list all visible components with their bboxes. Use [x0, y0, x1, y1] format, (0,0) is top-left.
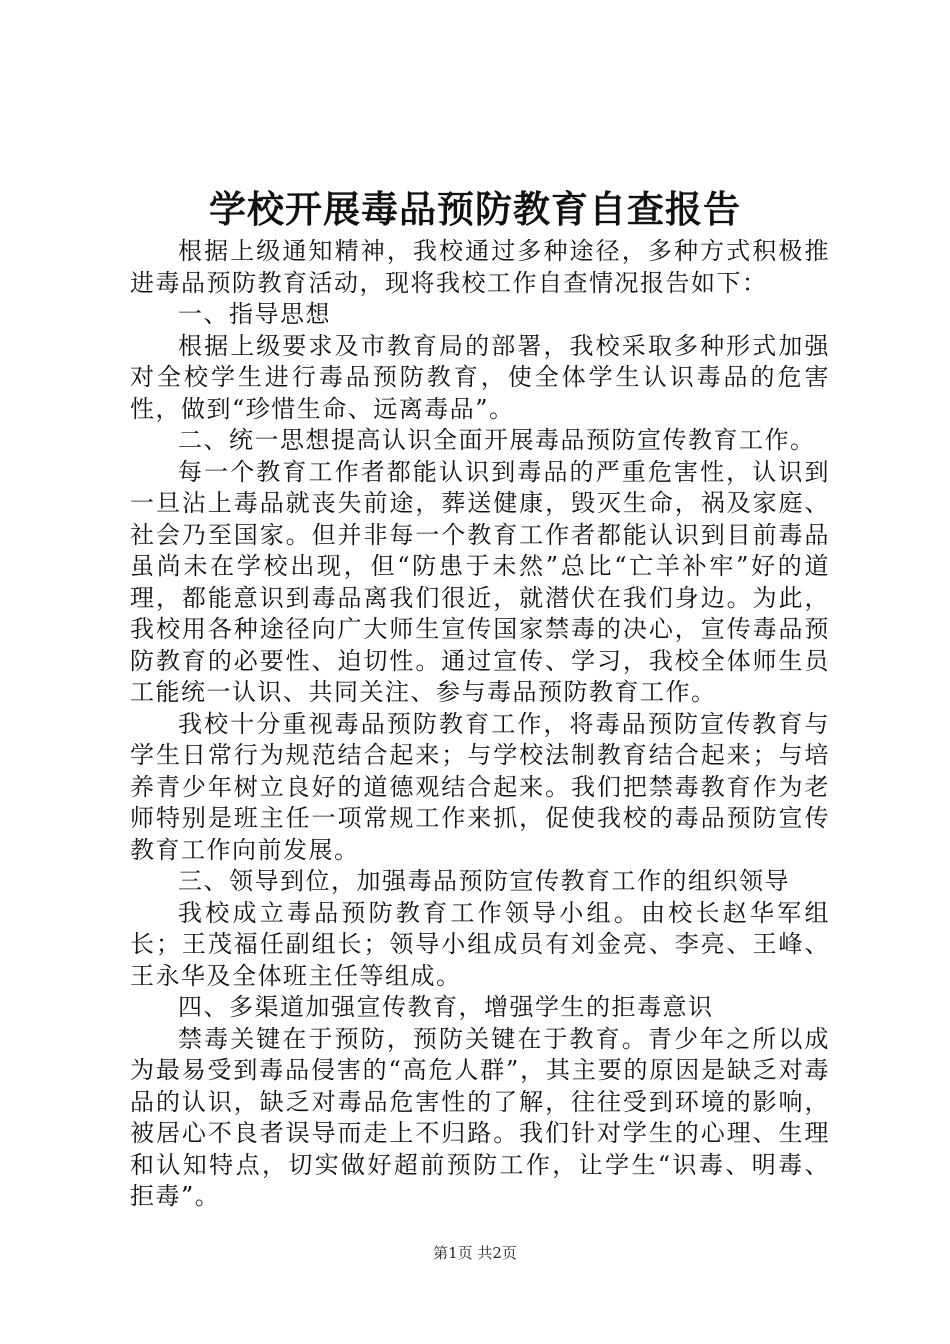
section-heading-3: 三、领导到位，加强毒品预防宣传教育工作的组织领导: [178, 867, 790, 895]
paragraph-2b: 我校十分重视毒品预防教育工作，将毒品预防宣传教育与学生日常行为规范结合起来；与学校法制教育结合起来；与培养青少年树立良好的道德观结合起来。我们把禁毒教育作为老师特别是班主任一项常规工作来抓，促使我校的毒品预防宣传教育工作向前发展。: [130, 709, 830, 864]
paragraph-3: 我校成立毒品预防教育工作领导小组。由校长赵华军组长；王茂福任副组长；领导小组成员有刘金亮、李亮、王峰、王永华及全体班主任等组成。: [130, 898, 830, 990]
paragraph-1: 根据上级要求及市教育局的部署，我校采取多种形式加强对全校学生进行毒品预防教育，使全体学生认识毒品的危害性，做到“珍惜生命、远离毒品”。: [130, 331, 830, 423]
page-footer: 第1页 共2页: [433, 1244, 517, 1262]
section-heading-1: 一、指导思想: [178, 300, 331, 328]
section-heading-4: 四、多渠道加强宣传教育，增强学生的拒毒意识: [178, 993, 714, 1021]
paragraph-4: 禁毒关键在于预防，预防关键在于教育。青少年之所以成为最易受到毒品侵害的“高危人群”，其主要的原因是缺乏对毒品的认识，缺乏对毒品危害性的了解，往往受到环境的影响，被居心不良者误导而走上不归路。我们针对学生的心理、生理和认知特点，切实做好超前预防工作，让学生“识毒、明毒、拒毒”。: [130, 1024, 830, 1210]
paragraph-intro: 根据上级通知精神，我校通过多种途径，多种方式积极推进毒品预防教育活动，现将我校工作自查情况报告如下：: [130, 237, 830, 297]
section-heading-2: 二、统一思想提高认识全面开展毒品预防宣传教育工作。: [178, 426, 816, 454]
document-body: [130, 236, 830, 1213]
document-title: 学校开展毒品预防教育自查报告: [209, 187, 741, 231]
paragraph-2a: 每一个教育工作者都能认识到毒品的严重危害性，认识到一旦沾上毒品就丧失前途，葬送健康，毁灭生命，祸及家庭、社会乃至国家。但并非每一个教育工作者都能认识到目前毒品虽尚未在学校出现，但“防患于未然”总比“亡羊补牢”好的道理，都能意识到毒品离我们很近，就潜伏在我们身边。为此，我校用各种途径向广大师生宣传国家禁毒的决心，宣传毒品预防教育的必要性、迫切性。通过宣传、学习，我校全体师生员工能统一认识、共同关注、参与毒品预防教育工作。: [130, 457, 830, 706]
